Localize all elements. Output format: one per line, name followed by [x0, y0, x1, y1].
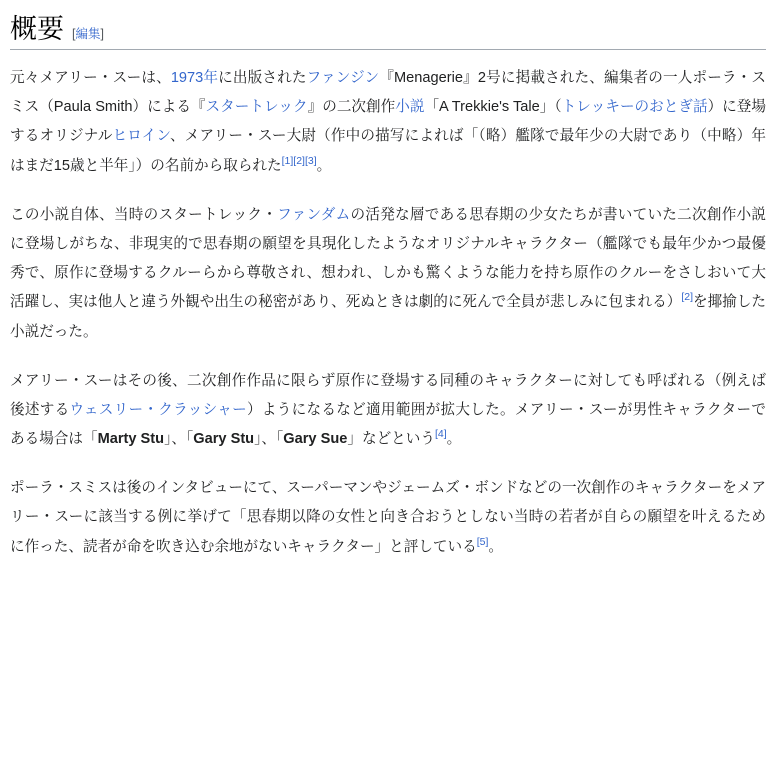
wiki-link[interactable]: トレッキーのおとぎ話 — [561, 99, 708, 116]
emphasized-term: Gary Stu — [193, 431, 255, 448]
paragraph-3 — [10, 367, 766, 455]
body-text: 『Menagerie』2号に掲載された、編集者の一人ポーラ・スミス（Paula Smith）による『 — [10, 70, 767, 116]
body-text: 。 — [488, 538, 504, 555]
reference-marker[interactable] — [282, 155, 317, 167]
bracket-close: ] — [100, 27, 104, 41]
body-text: 、メアリー・スー大尉（作中の描写によれば「（略）艦隊で最年少の大尉であり（中略）年はまだ15歳と半年」）の名前から取られた — [10, 128, 766, 174]
wiki-link[interactable]: ヒロイン — [112, 128, 170, 145]
wiki-link[interactable]: 小説 — [395, 99, 425, 116]
wiki-link[interactable]: 1973年 — [170, 70, 219, 87]
reference-link[interactable]: [5] — [476, 535, 489, 548]
body-text: 「A Trekkie's Tale」（ — [424, 99, 562, 116]
page-title: 概要 — [10, 14, 64, 44]
body-text: メアリー・スーはその後、二次創作作品に限らず原作に登場する同種のキャラクターに対しても呼ばれる（例えば後述する — [10, 372, 766, 418]
paragraph-4 — [10, 474, 766, 562]
body-text: 元々メアリー・スーは、 — [10, 70, 171, 87]
emphasized-term: Gary Sue — [283, 431, 348, 448]
emphasized-term: Marty Stu — [97, 431, 165, 448]
paragraph-2 — [10, 201, 766, 347]
reference-link[interactable]: [1][2][3] — [281, 154, 317, 167]
body-text: 」、「 — [164, 431, 194, 448]
wiki-link[interactable]: ウェスリー・クラッシャー — [69, 401, 247, 418]
wiki-link[interactable]: ファンジン — [306, 70, 380, 87]
body-text: 」などという — [347, 431, 435, 448]
reference-link[interactable]: [4] — [434, 428, 447, 441]
body-text: の活発な層である思春期の少女たちが書いていた二次創作小説に登場しがちな、非現実的で思春期の願望を具現化したようなオリジナルキャラクター（艦隊でも最年少かつ最優秀で、原作に登場するクルーらから尊敬され、想われ、しかも驚くような能力を持ち原作のクルーをさしおいて大活躍し、実は他人と違う外観や出生の秘密があり、死ぬときは劇的に死んで全員が悲しみに包まれる） — [10, 206, 766, 311]
section-heading — [10, 14, 766, 50]
reference-marker[interactable] — [435, 428, 447, 440]
body-text: ）に登場するオリジナル — [10, 99, 766, 145]
body-text: 。 — [316, 157, 332, 174]
wiki-link[interactable]: スタートレック — [205, 99, 308, 116]
body-text: ポーラ・スミスは後のインタビューにて、スーパーマンやジェームズ・ボンドなどの一次創作のキャラクターをメアリー・スーに該当する例に挙げて「思春期以降の女性と向き合おうとしない当時の若者が自らの願望を叶えるために作った、読者が命を吹き込む余地がないキャラクター」と評している — [10, 480, 766, 555]
reference-marker[interactable] — [477, 536, 489, 548]
paragraph-1 — [10, 64, 766, 181]
bracket-open: [ — [72, 27, 76, 41]
body-text: に出版された — [218, 70, 307, 87]
body-text: ）ようになるなど適用範囲が拡大した。メアリー・スーが男性キャラクターである場合は「 — [10, 401, 766, 448]
body-text: 。 — [446, 431, 462, 448]
body-text: 」、「 — [254, 431, 284, 448]
body-text: を揶揄した小説だった。 — [10, 294, 766, 340]
wiki-link[interactable]: ファンダム — [277, 206, 351, 223]
reference-link[interactable]: [2] — [681, 291, 694, 304]
edit-section-link[interactable] — [72, 24, 104, 42]
edit-label[interactable]: 編集 — [75, 27, 101, 41]
body-text: 』の二次創作 — [307, 99, 396, 116]
reference-marker[interactable] — [681, 292, 693, 304]
body-text: この小説自体、当時のスタートレック・ — [10, 206, 278, 223]
